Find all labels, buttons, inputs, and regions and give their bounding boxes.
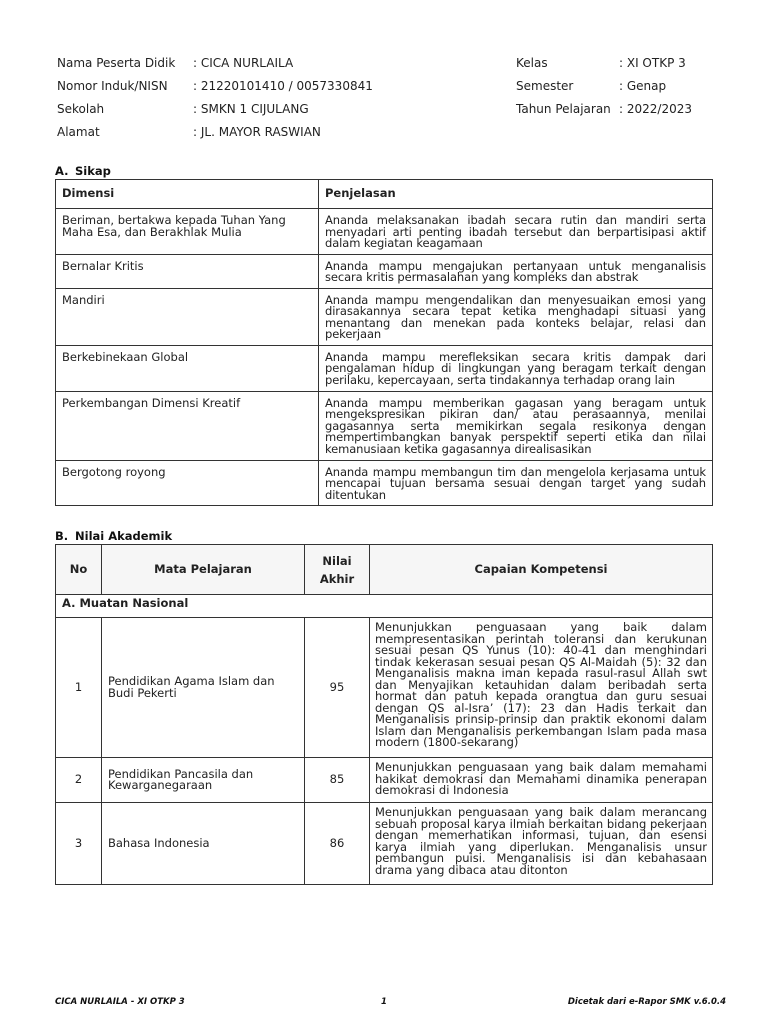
alamat-label: Alamat xyxy=(57,125,100,139)
akademik-nilai: 85 xyxy=(305,758,370,803)
sikap-col-penjelasan: Penjelasan xyxy=(319,180,713,209)
sikap-row xyxy=(56,345,713,391)
sikap-penjelasan: Ananda mampu membangun tim dan mengelola kerjasama untuk mencapai tujuan bersama sesuai dengan target yang sudah ditentukan xyxy=(319,460,713,506)
tahun-label: Tahun Pelajaran xyxy=(516,102,611,116)
sikap-header-row xyxy=(56,180,713,209)
akademik-col-no: No xyxy=(56,545,102,595)
sekolah-value: : SMKN 1 CIJULANG xyxy=(193,102,309,116)
akademik-header-row xyxy=(56,545,713,595)
sikap-dimensi: Bergotong royong xyxy=(56,460,319,506)
semester-label: Semester xyxy=(516,79,574,93)
section-b-text: Nilai Akademik xyxy=(75,529,173,543)
sikap-penjelasan: Ananda melaksanakan ibadah secara rutin dan mandiri serta menyadari arti penting ibadah tersebut dan berpartisipasi aktif dalam kegiatan keagamaan xyxy=(319,209,713,255)
sikap-dimensi: Bernalar Kritis xyxy=(56,254,319,288)
sikap-row xyxy=(56,288,713,345)
sikap-dimensi: Mandiri xyxy=(56,288,319,345)
section-a-title xyxy=(55,164,111,178)
tahun-value: : 2022/2023 xyxy=(619,102,692,116)
akademik-row xyxy=(56,758,713,803)
akademik-mapel: Pendidikan Pancasila dan Kewarganegaraan xyxy=(102,758,305,803)
akademik-nilai: 86 xyxy=(305,803,370,885)
akademik-table xyxy=(55,544,713,885)
sikap-row xyxy=(56,209,713,255)
sikap-penjelasan: Ananda mampu memberikan gagasan yang beragam untuk mengekspresikan pikiran dan/ atau perasaannya, menilai gagasannya serta memikirkan segala resikonya dengan mempertimbangkan banyak perspektif seperti etika dan nilai kemanusiaan ketika gagasannya direalisasikan xyxy=(319,391,713,460)
akademik-capaian: Menunjukkan penguasaan yang baik dalam merancang sebuah proposal karya ilmiah berkaitan bidang pekerjaan dengan memerhatikan informasi, tujuan, dan esensi karya ilmiah yang diperlukan. Menganalisis unsur pembangun puisi. Menganalisis isi dan kebahasaan drama yang dibaca atau ditonton xyxy=(370,803,713,885)
sikap-row xyxy=(56,254,713,288)
sikap-row xyxy=(56,391,713,460)
sikap-table xyxy=(55,179,713,506)
footer-printed-by: Dicetak dari e-Rapor SMK v.6.0.4 xyxy=(567,997,726,1007)
sikap-penjelasan: Ananda mampu mengendalikan dan menyesuaikan emosi yang dirasakannya secara tepat ketika menghadapi situasi yang menantang dan menekan pada konteks belajar, relasi dan pekerjaan xyxy=(319,288,713,345)
akademik-col-mapel: Mata Pelajaran xyxy=(102,545,305,595)
akademik-row xyxy=(56,803,713,885)
nisn-label: Nomor Induk/NISN xyxy=(57,79,168,93)
sikap-dimensi: Perkembangan Dimensi Kreatif xyxy=(56,391,319,460)
section-b-title xyxy=(55,529,172,543)
nama-label: Nama Peserta Didik xyxy=(57,56,176,70)
akademik-capaian: Menunjukkan penguasaan yang baik dalam mempresentasikan perintah toleransi dan kerukunan sesuai pesan QS Yunus (10): 40-41 dan menghindari tindak kekerasan sesuai pesan QS Al-Maidah (5): 32 dan Menganalisis makna iman kepada rasul-rasul Allah swt dan Menyajikan ketauhidan dalam beribadah serta hormat dan patuh kepada orangtua dan guru sesuai dengan QS al-Isra’ (17): 23 dan Hadis terkait dan Menganalisis prinsip-prinsip dan praktik ekonomi dalam Islam dan Menganalisis perkembangan Islam pada masa modern (1800-sekarang) xyxy=(370,618,713,758)
sikap-dimensi: Berkebinekaan Global xyxy=(56,345,319,391)
akademik-mapel: Pendidikan Agama Islam dan Budi Pekerti xyxy=(102,618,305,758)
akademik-row xyxy=(56,618,713,758)
akademik-no: 1 xyxy=(56,618,102,758)
akademik-nilai: 95 xyxy=(305,618,370,758)
section-a-text: Sikap xyxy=(75,164,111,178)
sikap-dimensi: Beriman, bertakwa kepada Tuhan Yang Maha Esa, dan Berakhlak Mulia xyxy=(56,209,319,255)
footer-student: CICA NURLAILA - XI OTKP 3 xyxy=(55,997,185,1007)
category-row xyxy=(56,595,713,618)
category-muatan-nasional: A. Muatan Nasional xyxy=(56,595,713,618)
kelas-label: Kelas xyxy=(516,56,548,70)
akademik-no: 2 xyxy=(56,758,102,803)
footer-page-number: 1 xyxy=(381,997,387,1007)
akademik-col-nilai-1: Nilai xyxy=(322,553,352,568)
akademik-mapel: Bahasa Indonesia xyxy=(102,803,305,885)
kelas-value: : XI OTKP 3 xyxy=(619,56,686,70)
sikap-penjelasan: Ananda mampu mengajukan pertanyaan untuk menganalisis secara kritis permasalahan yang kompleks dan abstrak xyxy=(319,254,713,288)
sikap-penjelasan: Ananda mampu merefleksikan secara kritis dampak dari pengalaman hidup di lingkungan yang beragam terkait dengan perilaku, kepercayaan, serta tindakannya terhadap orang lain xyxy=(319,345,713,391)
nama-value: : CICA NURLAILA xyxy=(193,56,294,70)
akademik-capaian: Menunjukkan penguasaan yang baik dalam memahami hakikat demokrasi dan Memahami dinamika penerapan demokrasi di Indonesia xyxy=(370,758,713,803)
section-b-letter: B. xyxy=(55,529,69,543)
alamat-value: : JL. MAYOR RASWIAN xyxy=(193,125,321,139)
semester-value: : Genap xyxy=(619,79,667,93)
akademik-col-nilai xyxy=(305,545,370,595)
akademik-no: 3 xyxy=(56,803,102,885)
sekolah-label: Sekolah xyxy=(57,102,105,116)
sikap-col-dimensi: Dimensi xyxy=(56,180,319,209)
section-a-letter: A. xyxy=(55,164,69,178)
nisn-value: : 21220101410 / 0057330841 xyxy=(193,79,373,93)
akademik-col-nilai-2: Akhir xyxy=(319,571,355,586)
sikap-row xyxy=(56,460,713,506)
akademik-col-capaian: Capaian Kompetensi xyxy=(370,545,713,595)
